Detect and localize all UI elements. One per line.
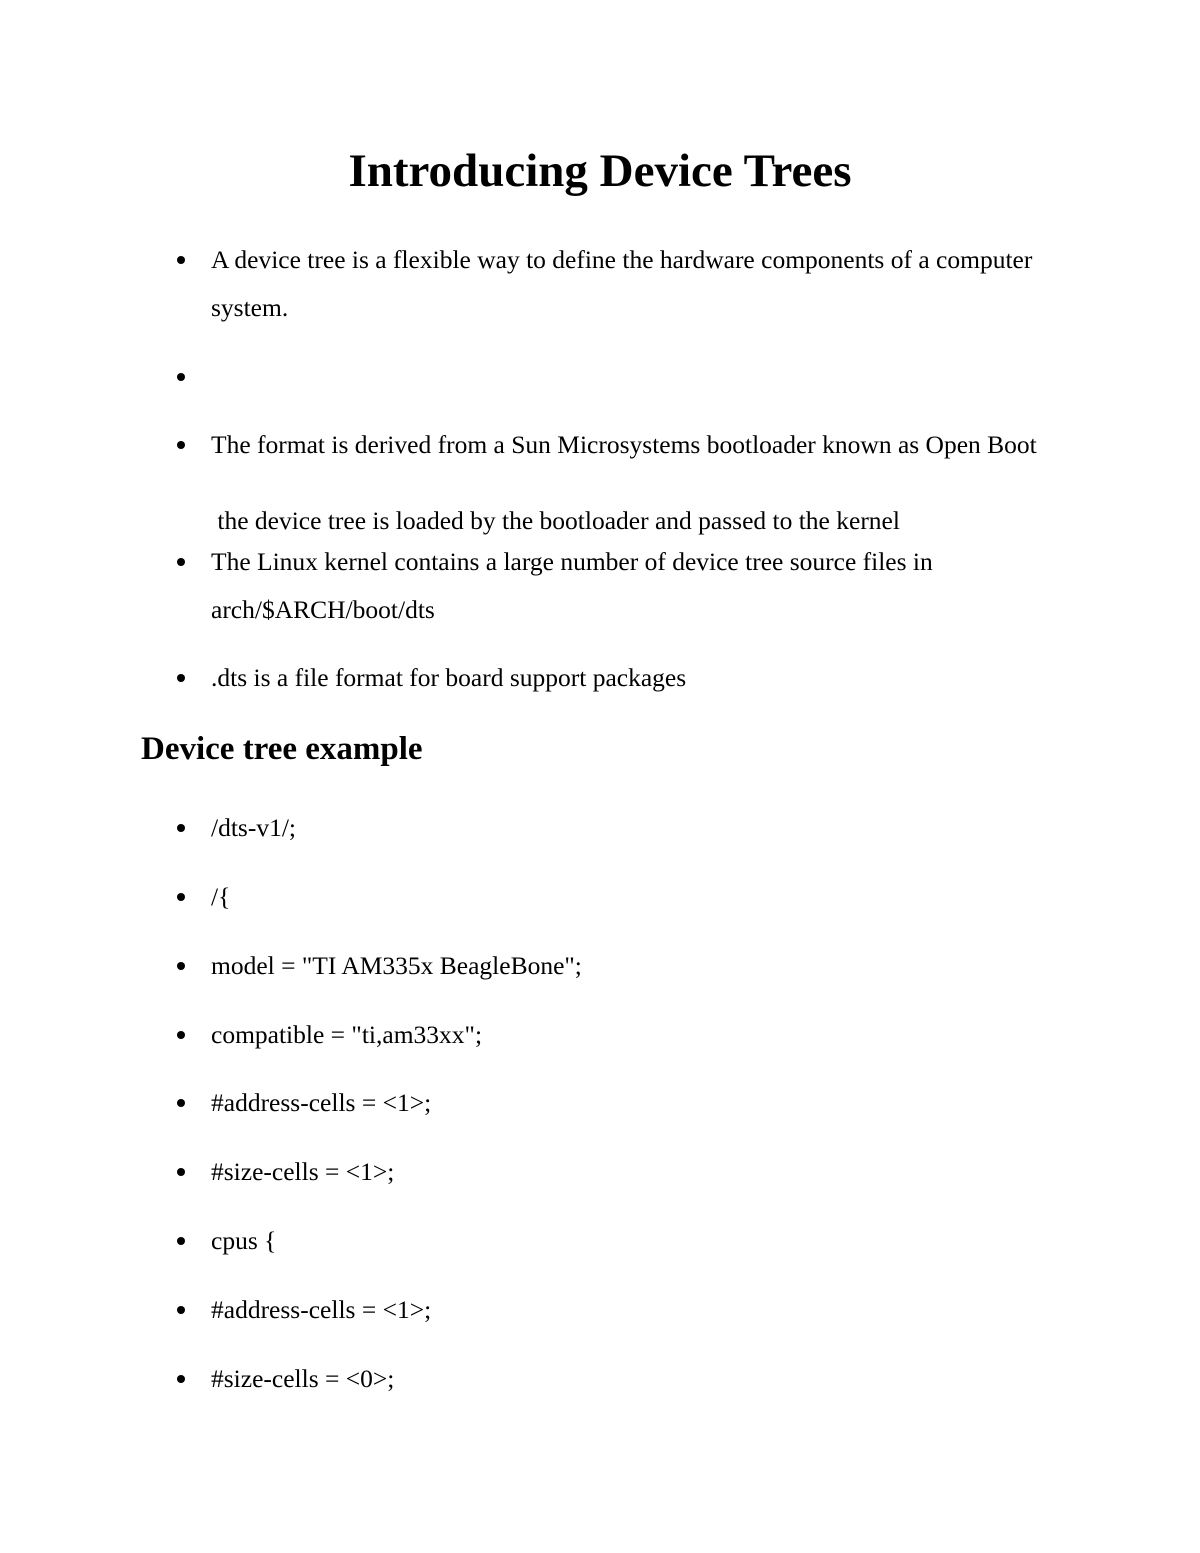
list-item — [211, 942, 1051, 990]
bullet-icon — [177, 1375, 185, 1383]
list-item — [211, 654, 1051, 702]
list-item-text: /dts-v1/; — [211, 813, 297, 842]
list-item — [211, 1217, 1051, 1265]
page-title: Introducing Device Trees — [348, 145, 852, 197]
list-item — [211, 538, 1051, 634]
list-item — [211, 1079, 1051, 1127]
bullet-icon — [177, 824, 185, 832]
bullet-icon — [177, 1306, 185, 1314]
list-item-text: compatible = "ti,am33xx"; — [211, 1020, 483, 1049]
bullet-icon — [177, 1237, 185, 1245]
list-item-text: model = "TI AM335x BeagleBone"; — [211, 951, 582, 980]
list-item — [211, 1355, 1051, 1403]
bullet-icon — [177, 674, 185, 682]
list-item-text: /{ — [211, 882, 231, 911]
list-item-text: cpus { — [211, 1226, 277, 1255]
bullet-icon — [177, 1168, 185, 1176]
list-item-text: #size-cells = <1>; — [211, 1157, 395, 1186]
list-item — [211, 1011, 1051, 1059]
bullet-icon — [177, 256, 185, 264]
list-item-text: The format is derived from a Sun Microsystems bootloader known as Open Boot — [211, 430, 1037, 459]
list-item-text: #size-cells = <0>; — [211, 1364, 395, 1393]
list-item — [211, 804, 1051, 852]
list-item — [211, 236, 1051, 332]
list-item — [211, 421, 1051, 469]
list-item-text: #address-cells = <1>; — [211, 1295, 432, 1324]
list-item-text: .dts is a file format for board support packages — [211, 663, 687, 692]
list-item — [211, 873, 1051, 921]
list-item-text: The Linux kernel contains a large number of device tree source files in arch/$ARCH/boot/dts — [211, 547, 933, 624]
list-item — [211, 1148, 1051, 1196]
bullet-icon — [177, 962, 185, 970]
bullet-icon — [177, 441, 185, 449]
list-item-text: #address-cells = <1>; — [211, 1088, 432, 1117]
list-item-text: A device tree is a flexible way to define the hardware components of a computer system. — [211, 245, 1033, 322]
bullet-icon — [177, 373, 185, 381]
bullet-icon — [177, 1099, 185, 1107]
bullet-icon — [177, 893, 185, 901]
section-heading: Device tree example — [141, 731, 423, 767]
bullet-icon — [177, 558, 185, 566]
list-item-text: the device tree is loaded by the bootloader and passed to the kernel — [211, 506, 900, 535]
list-item — [211, 1286, 1051, 1334]
bullet-icon — [177, 1031, 185, 1039]
